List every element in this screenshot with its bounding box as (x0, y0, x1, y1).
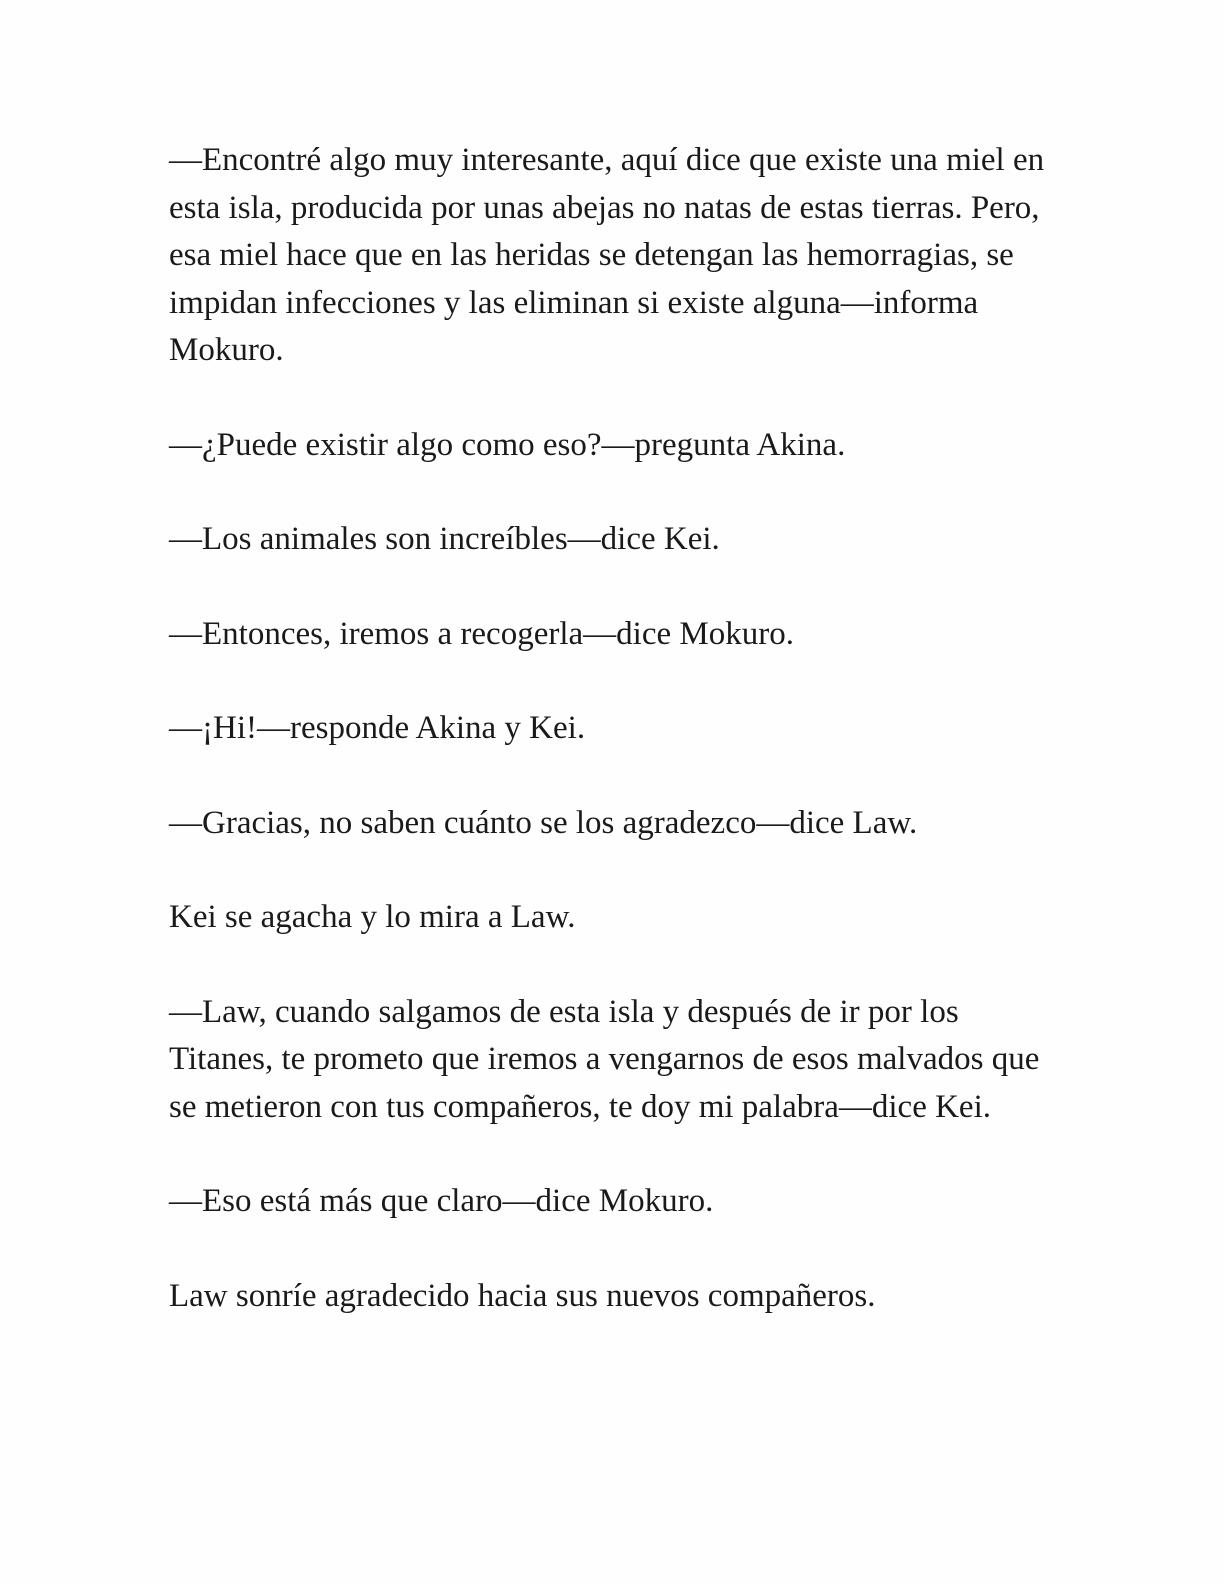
paragraph-10: Law sonríe agradecido hacia sus nuevos compañeros. (169, 1277, 876, 1314)
paragraph-2: —¿Puede existir algo como eso?—pregunta Akina. (169, 426, 846, 463)
document-body (169, 137, 1069, 1320)
paragraph-9: —Eso está más que claro—dice Mokuro. (169, 1183, 714, 1219)
paragraph-6: —Gracias, no saben cuánto se los agradezco—dice Law. (169, 804, 918, 841)
paragraph-5: —¡Hi!—responde Akina y Kei. (169, 710, 586, 746)
paragraph-1: —Encontré algo muy interesante, aquí dice que existe una miel en esta isla, producida por unas abejas no natas de estas tierras. Pero, esa miel hace que en las heridas se detengan las hemorragias, se impidan infecciones y las eliminan si existe alguna—informa Mokuro. (169, 142, 1045, 368)
paragraph-4: —Entonces, iremos a recogerla—dice Mokuro. (169, 615, 794, 652)
paragraph-8: —Law, cuando salgamos de esta isla y después de ir por los Titanes, te prometo que iremos a vengarnos de esos malvados que se metieron con tus compañeros, te doy mi palabra—dice Kei. (169, 993, 1040, 1125)
paragraph-7: Kei se agacha y lo mira a Law. (169, 899, 576, 935)
paragraph-3: —Los animales son increíbles—dice Kei. (169, 521, 720, 557)
